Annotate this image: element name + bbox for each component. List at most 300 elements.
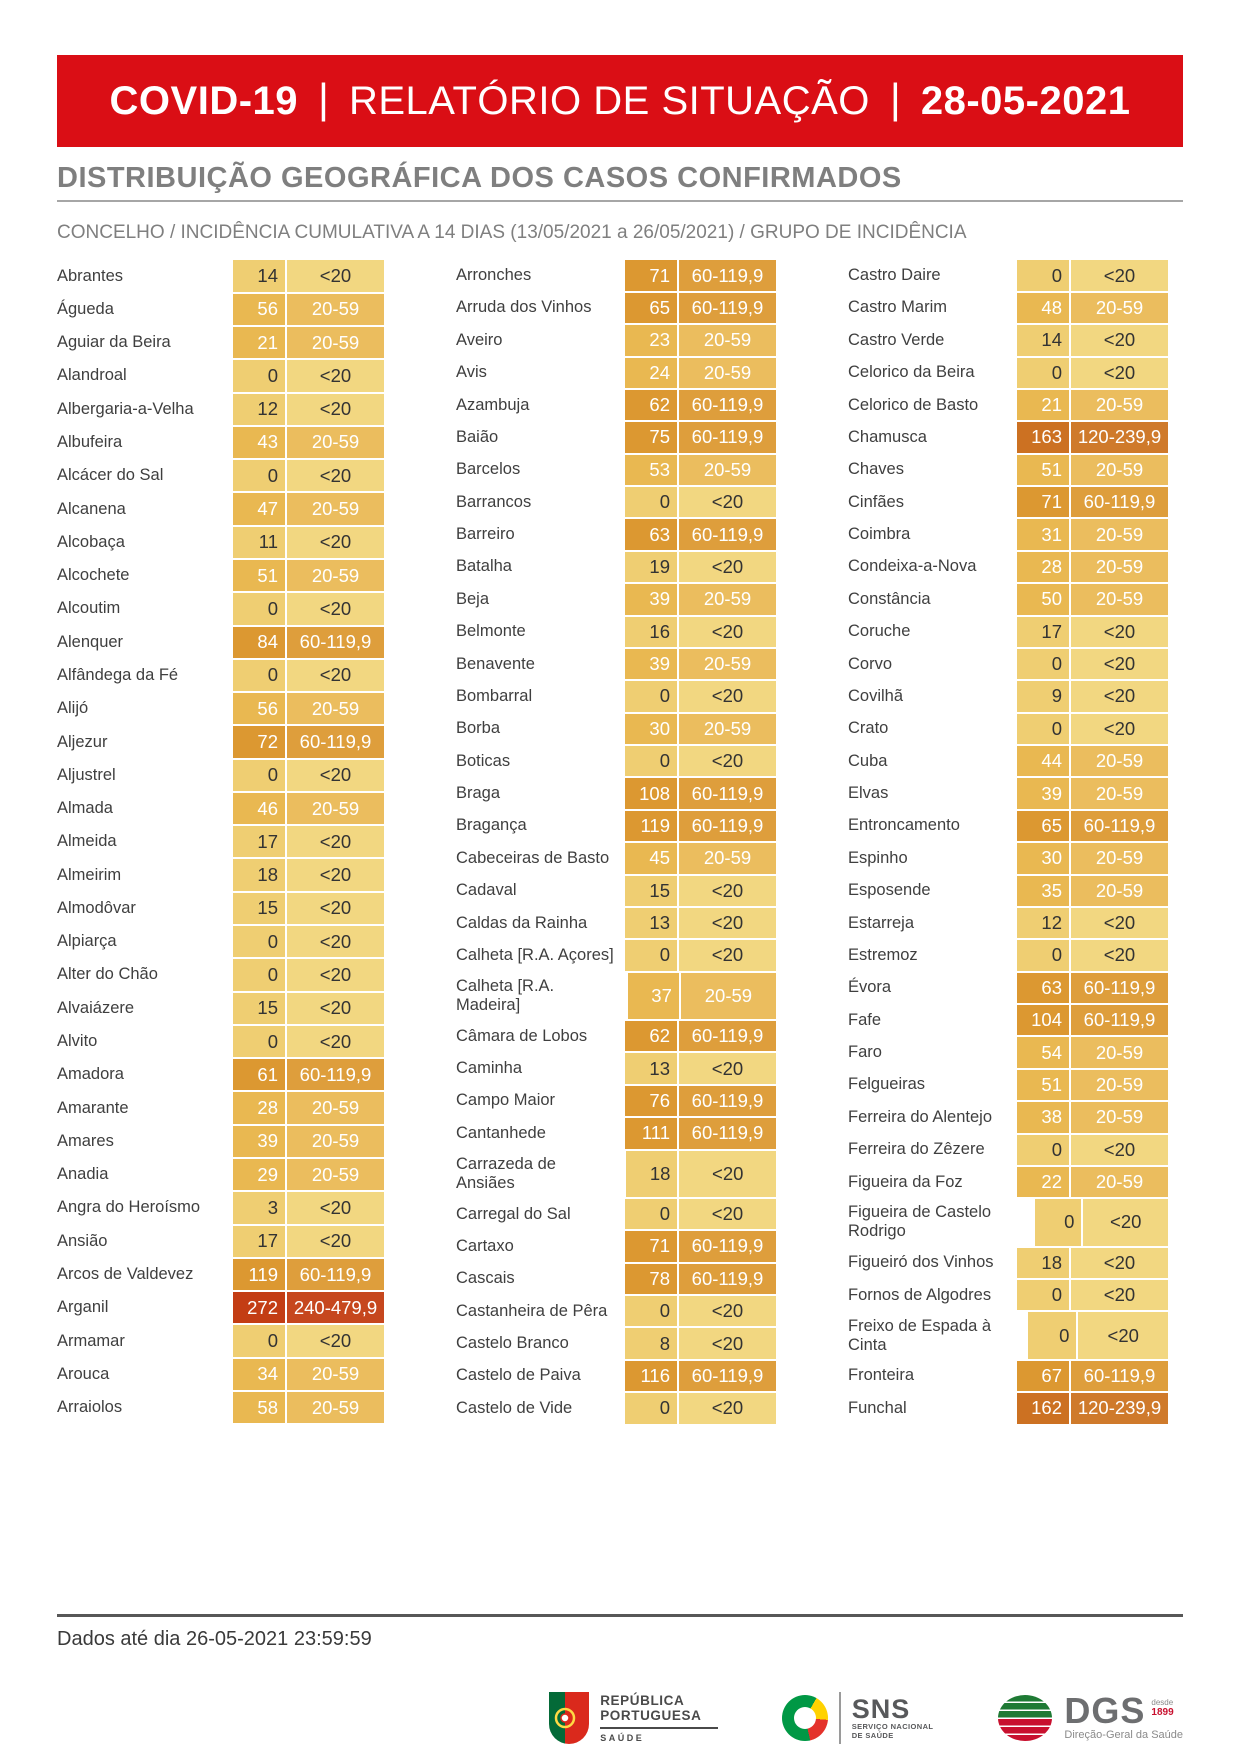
- incidence-group: <20: [679, 1296, 776, 1326]
- table-row: [848, 973, 1168, 1003]
- incidence-value: 48: [1017, 293, 1069, 323]
- municipality-name: Alvaiázere: [57, 998, 135, 1017]
- table-row: [57, 1092, 384, 1123]
- data-cutoff-note: Dados até dia 26-05-2021 23:59:59: [57, 1628, 372, 1651]
- table-column-1: [57, 260, 384, 1423]
- municipality-name: Aguiar da Beira: [57, 333, 171, 352]
- incidence-group: 60-119,9: [679, 1086, 776, 1116]
- sns-logo: [782, 1692, 933, 1744]
- incidence-value: 0: [1017, 358, 1069, 388]
- incidence-group: <20: [1071, 325, 1168, 355]
- municipality-name: Bragança: [456, 816, 527, 835]
- table-row: [456, 617, 776, 647]
- table-row: [848, 1248, 1168, 1278]
- incidence-value: 24: [625, 358, 677, 388]
- table-row: [456, 843, 776, 873]
- municipality-name: Estremoz: [848, 945, 918, 964]
- incidence-group: <20: [287, 360, 384, 391]
- incidence-value: 34: [233, 1359, 285, 1390]
- table-row: [848, 908, 1168, 938]
- incidence-group: 60-119,9: [679, 1264, 776, 1294]
- table-row: [57, 560, 384, 591]
- incidence-group: <20: [287, 760, 384, 791]
- incidence-value: 38: [1017, 1102, 1069, 1132]
- incidence-group: <20: [287, 260, 384, 291]
- table-row: [848, 325, 1168, 355]
- incidence-value: 0: [1035, 1199, 1081, 1245]
- incidence-value: 31: [1017, 519, 1069, 549]
- municipality-name: Alijó: [57, 699, 89, 718]
- table-row: [848, 843, 1168, 873]
- dgs-title: DGS: [1064, 1690, 1146, 1732]
- incidence-group: <20: [1071, 681, 1168, 711]
- dgs-subtitle: Direção-Geral da Saúde: [1064, 1729, 1183, 1742]
- municipality-name: Alpiarça: [57, 932, 117, 951]
- municipality-name: Chaves: [848, 460, 904, 479]
- incidence-value: 3: [233, 1192, 285, 1223]
- table-row: [848, 487, 1168, 517]
- incidence-group: 60-119,9: [679, 1021, 776, 1051]
- incidence-group: <20: [679, 940, 776, 970]
- table-row: [456, 811, 776, 841]
- incidence-value: 163: [1017, 422, 1069, 452]
- page-title: DISTRIBUIÇÃO GEOGRÁFICA DOS CASOS CONFIRMADOS: [57, 160, 1183, 202]
- municipality-name: Castro Verde: [848, 330, 945, 349]
- incidence-value: 11: [233, 527, 285, 558]
- incidence-value: 8: [625, 1328, 677, 1358]
- municipality-name: Braga: [456, 784, 501, 803]
- incidence-value: 71: [1017, 487, 1069, 517]
- banner-separator: |: [318, 75, 329, 122]
- municipality-name: Espinho: [848, 848, 908, 867]
- incidence-value: 0: [233, 959, 285, 990]
- incidence-value: 17: [233, 826, 285, 857]
- table-row: [848, 1037, 1168, 1067]
- incidence-value: 9: [1017, 681, 1069, 711]
- incidence-group: 60-119,9: [679, 1118, 776, 1148]
- table-row: [848, 1361, 1168, 1391]
- municipality-name: Alter do Chão: [57, 965, 158, 984]
- municipality-name: Cartaxo: [456, 1236, 514, 1255]
- incidence-value: 30: [625, 714, 677, 744]
- municipality-name: Castro Marim: [848, 298, 948, 317]
- table-row: [57, 893, 384, 924]
- incidence-value: 0: [233, 760, 285, 791]
- incidence-value: 39: [625, 649, 677, 679]
- table-row: [456, 519, 776, 549]
- table-row: [848, 455, 1168, 485]
- incidence-group: 20-59: [1071, 1037, 1168, 1067]
- municipality-incidence-table: [57, 260, 1183, 1423]
- incidence-group: 20-59: [287, 1392, 384, 1423]
- incidence-group: 60-119,9: [287, 627, 384, 658]
- incidence-value: 71: [625, 260, 677, 290]
- table-row: [456, 1231, 776, 1261]
- incidence-value: 72: [233, 726, 285, 757]
- table-row: [57, 1325, 384, 1356]
- incidence-value: 54: [1017, 1037, 1069, 1067]
- municipality-name: Alcoutim: [57, 599, 121, 618]
- republica-rule: [600, 1727, 718, 1729]
- incidence-group: <20: [1078, 1312, 1168, 1358]
- incidence-group: <20: [1071, 649, 1168, 679]
- table-row: [57, 1026, 384, 1057]
- table-row: [848, 876, 1168, 906]
- table-row: [848, 681, 1168, 711]
- dgs-globe-icon: [997, 1694, 1053, 1742]
- municipality-name: Covilhã: [848, 686, 904, 705]
- municipality-name: Condeixa-a-Nova: [848, 557, 977, 576]
- incidence-value: 17: [1017, 617, 1069, 647]
- incidence-value: 0: [1017, 940, 1069, 970]
- municipality-name: Barreiro: [456, 525, 515, 544]
- incidence-value: 19: [625, 552, 677, 582]
- municipality-name: Felgueiras: [848, 1075, 926, 1094]
- incidence-value: 37: [628, 973, 679, 1019]
- incidence-group: <20: [1071, 260, 1168, 290]
- table-row: [848, 746, 1168, 776]
- municipality-name: Celorico de Basto: [848, 395, 979, 414]
- incidence-group: 20-59: [1071, 293, 1168, 323]
- incidence-group: <20: [679, 1199, 776, 1229]
- municipality-name: Coimbra: [848, 525, 911, 544]
- report-banner: [57, 55, 1183, 147]
- table-row: [456, 1328, 776, 1358]
- incidence-value: 15: [625, 876, 677, 906]
- incidence-group: 60-119,9: [679, 811, 776, 841]
- table-row: [848, 293, 1168, 323]
- table-row: [848, 1005, 1168, 1035]
- incidence-group: <20: [679, 908, 776, 938]
- incidence-group: 20-59: [1071, 843, 1168, 873]
- table-row: [456, 1021, 776, 1051]
- municipality-name: Almeida: [57, 832, 117, 851]
- incidence-group: <20: [679, 617, 776, 647]
- municipality-name: Amarante: [57, 1098, 129, 1117]
- municipality-name: Alcanena: [57, 499, 126, 518]
- municipality-name: Calheta [R.A. Madeira]: [456, 976, 555, 1014]
- incidence-group: 20-59: [1071, 455, 1168, 485]
- municipality-name: Arronches: [456, 266, 532, 285]
- table-row: [57, 1259, 384, 1290]
- table-row: [848, 1167, 1168, 1197]
- table-row: [848, 1070, 1168, 1100]
- incidence-value: 14: [1017, 325, 1069, 355]
- municipality-name: Baião: [456, 427, 499, 446]
- incidence-value: 61: [233, 1059, 285, 1090]
- incidence-group: <20: [287, 859, 384, 890]
- table-row: [57, 294, 384, 325]
- municipality-name: Águeda: [57, 299, 114, 318]
- incidence-value: 28: [233, 1092, 285, 1123]
- municipality-name: Azambuja: [456, 395, 530, 414]
- incidence-group: 60-119,9: [679, 293, 776, 323]
- incidence-group: <20: [679, 876, 776, 906]
- incidence-value: 0: [625, 1296, 677, 1326]
- incidence-group: 20-59: [287, 1092, 384, 1123]
- incidence-value: 104: [1017, 1005, 1069, 1035]
- table-row: [57, 826, 384, 857]
- incidence-group: <20: [287, 1226, 384, 1257]
- table-row: [456, 649, 776, 679]
- municipality-name: Estarreja: [848, 913, 915, 932]
- municipality-name: Cadaval: [456, 881, 517, 900]
- incidence-value: 56: [233, 294, 285, 325]
- table-row: [57, 460, 384, 491]
- municipality-name: Aljezur: [57, 732, 108, 751]
- municipality-name: Corvo: [848, 654, 893, 673]
- dgs-logo: [997, 1690, 1183, 1742]
- municipality-name: Fronteira: [848, 1366, 915, 1385]
- incidence-value: 47: [233, 493, 285, 524]
- incidence-value: 18: [1017, 1248, 1069, 1278]
- municipality-name: Aveiro: [456, 330, 503, 349]
- incidence-value: 0: [1017, 714, 1069, 744]
- incidence-value: 51: [1017, 455, 1069, 485]
- incidence-group: 20-59: [1071, 519, 1168, 549]
- table-row: [848, 1199, 1168, 1245]
- table-row: [57, 693, 384, 724]
- incidence-group: <20: [287, 460, 384, 491]
- municipality-name: Almeirim: [57, 865, 122, 884]
- table-row: [456, 455, 776, 485]
- table-row: [456, 876, 776, 906]
- table-row: [57, 527, 384, 558]
- incidence-group: <20: [679, 1151, 776, 1197]
- incidence-group: 60-119,9: [1071, 1361, 1168, 1391]
- incidence-value: 14: [233, 260, 285, 291]
- incidence-value: 53: [625, 455, 677, 485]
- table-row: [57, 327, 384, 358]
- incidence-value: 51: [233, 560, 285, 591]
- municipality-name: Beja: [456, 589, 490, 608]
- incidence-group: <20: [287, 893, 384, 924]
- dgs-since-year: 1899: [1151, 1707, 1174, 1719]
- municipality-name: Cascais: [456, 1269, 515, 1288]
- incidence-value: 0: [233, 1325, 285, 1356]
- incidence-value: 0: [1017, 1135, 1069, 1165]
- banner-report-title: RELATÓRIO DE SITUAÇÃO: [348, 78, 870, 123]
- portugal-flag-icon: [549, 1692, 589, 1744]
- incidence-value: 39: [625, 584, 677, 614]
- incidence-value: 0: [233, 1026, 285, 1057]
- incidence-group: 20-59: [287, 327, 384, 358]
- incidence-group: 20-59: [679, 455, 776, 485]
- incidence-value: 0: [625, 487, 677, 517]
- table-row: [456, 746, 776, 776]
- incidence-group: 60-119,9: [287, 726, 384, 757]
- incidence-group: <20: [287, 394, 384, 425]
- incidence-value: 43: [233, 427, 285, 458]
- incidence-value: 44: [1017, 746, 1069, 776]
- incidence-value: 56: [233, 693, 285, 724]
- table-row: [848, 649, 1168, 679]
- municipality-name: Figueira de Castelo Rodrigo: [848, 1203, 992, 1241]
- table-row: [57, 427, 384, 458]
- incidence-value: 22: [1017, 1167, 1069, 1197]
- table-row: [456, 487, 776, 517]
- sns-subtitle-line2: DE SAÚDE: [851, 1731, 894, 1741]
- municipality-name: Arruda dos Vinhos: [456, 298, 592, 317]
- incidence-group: 20-59: [287, 1359, 384, 1390]
- republica-line2: PORTUGUESA: [600, 1708, 702, 1724]
- municipality-name: Barrancos: [456, 492, 532, 511]
- incidence-value: 119: [625, 811, 677, 841]
- incidence-value: 0: [233, 360, 285, 391]
- incidence-value: 75: [625, 422, 677, 452]
- municipality-name: Albufeira: [57, 432, 123, 451]
- table-row: [456, 1118, 776, 1148]
- table-row: [57, 959, 384, 990]
- municipality-name: Armamar: [57, 1331, 125, 1350]
- republica-portuguesa-logo: [549, 1692, 718, 1744]
- table-row: [456, 973, 776, 1019]
- incidence-value: 162: [1017, 1393, 1069, 1423]
- incidence-group: 20-59: [287, 294, 384, 325]
- incidence-group: 60-119,9: [679, 390, 776, 420]
- incidence-value: 29: [233, 1159, 285, 1190]
- republica-saude-label: SAÚDE: [600, 1733, 645, 1744]
- incidence-value: 18: [626, 1151, 678, 1197]
- banner-separator: |: [889, 75, 901, 122]
- incidence-group: 120-239,9: [1071, 422, 1168, 452]
- incidence-group: 20-59: [287, 1126, 384, 1157]
- municipality-name: Bombarral: [456, 686, 533, 705]
- table-column-3: [848, 260, 1168, 1423]
- footer-logos: [57, 1678, 1183, 1758]
- incidence-group: 20-59: [287, 793, 384, 824]
- table-row: [57, 1159, 384, 1190]
- incidence-group: 20-59: [1071, 746, 1168, 776]
- table-row: [57, 926, 384, 957]
- incidence-group: <20: [287, 1192, 384, 1223]
- incidence-value: 16: [625, 617, 677, 647]
- incidence-value: 111: [625, 1118, 677, 1148]
- municipality-name: Figueira da Foz: [848, 1172, 963, 1191]
- municipality-name: Faro: [848, 1043, 882, 1062]
- table-row: [456, 714, 776, 744]
- municipality-name: Ferreira do Alentejo: [848, 1107, 992, 1126]
- incidence-group: <20: [1083, 1199, 1168, 1245]
- incidence-value: 12: [233, 394, 285, 425]
- sns-subtitle-line1: SERVIÇO NACIONAL: [851, 1722, 934, 1732]
- incidence-group: <20: [679, 552, 776, 582]
- municipality-name: Carrazeda de Ansiães: [456, 1154, 556, 1192]
- table-row: [456, 1086, 776, 1116]
- municipality-name: Campo Maior: [456, 1091, 556, 1110]
- municipality-name: Alfândega da Fé: [57, 665, 179, 684]
- incidence-value: 45: [625, 843, 677, 873]
- incidence-group: 60-119,9: [679, 519, 776, 549]
- incidence-group: 20-59: [1071, 778, 1168, 808]
- table-row: [848, 390, 1168, 420]
- municipality-name: Arraiolos: [57, 1398, 123, 1417]
- incidence-group: 20-59: [679, 649, 776, 679]
- incidence-value: 0: [233, 926, 285, 957]
- municipality-name: Castanheira de Pêra: [456, 1301, 608, 1320]
- incidence-value: 39: [233, 1126, 285, 1157]
- incidence-group: <20: [1071, 714, 1168, 744]
- incidence-group: 60-119,9: [287, 1259, 384, 1290]
- incidence-group: 20-59: [679, 714, 776, 744]
- municipality-name: Castro Daire: [848, 266, 941, 285]
- incidence-group: <20: [1071, 1135, 1168, 1165]
- municipality-name: Cabeceiras de Basto: [456, 848, 610, 867]
- incidence-value: 0: [1017, 1280, 1069, 1310]
- incidence-group: <20: [287, 959, 384, 990]
- table-row: [848, 1102, 1168, 1132]
- municipality-name: Alvito: [57, 1032, 98, 1051]
- table-row: [57, 793, 384, 824]
- republica-line1: REPÚBLICA: [600, 1693, 685, 1709]
- incidence-value: 116: [625, 1361, 677, 1391]
- table-row: [456, 908, 776, 938]
- incidence-value: 0: [625, 1393, 677, 1423]
- incidence-group: 60-119,9: [1071, 1005, 1168, 1035]
- incidence-group: <20: [287, 826, 384, 857]
- dgs-since-word: desde: [1151, 1698, 1174, 1708]
- table-row: [57, 1292, 384, 1323]
- incidence-value: 12: [1017, 908, 1069, 938]
- table-row: [57, 627, 384, 658]
- municipality-name: Ansião: [57, 1231, 108, 1250]
- municipality-name: Elvas: [848, 784, 889, 803]
- incidence-group: 20-59: [1071, 390, 1168, 420]
- incidence-value: 23: [625, 325, 677, 355]
- municipality-name: Carregal do Sal: [456, 1204, 571, 1223]
- incidence-group: 60-119,9: [1071, 973, 1168, 1003]
- table-row: [57, 993, 384, 1024]
- municipality-name: Almada: [57, 799, 113, 818]
- incidence-value: 108: [625, 778, 677, 808]
- table-row: [848, 1393, 1168, 1423]
- incidence-group: 60-119,9: [679, 778, 776, 808]
- table-row: [848, 778, 1168, 808]
- incidence-value: 15: [233, 893, 285, 924]
- footer-divider: [57, 1614, 1183, 1617]
- municipality-name: Almodôvar: [57, 898, 136, 917]
- incidence-group: 20-59: [287, 427, 384, 458]
- table-row: [456, 1361, 776, 1391]
- table-row: [57, 1126, 384, 1157]
- municipality-name: Amadora: [57, 1065, 124, 1084]
- incidence-value: 63: [625, 519, 677, 549]
- table-row: [848, 1312, 1168, 1358]
- municipality-name: Arcos de Valdevez: [57, 1265, 194, 1283]
- table-row: [57, 660, 384, 691]
- municipality-name: Câmara de Lobos: [456, 1026, 588, 1045]
- incidence-group: 20-59: [1071, 876, 1168, 906]
- municipality-name: Entroncamento: [848, 816, 960, 835]
- table-row: [848, 584, 1168, 614]
- municipality-name: Aljustrel: [57, 765, 116, 784]
- incidence-group: 20-59: [1071, 584, 1168, 614]
- incidence-group: 20-59: [287, 493, 384, 524]
- municipality-name: Benavente: [456, 654, 535, 673]
- table-row: [57, 1359, 384, 1390]
- municipality-name: Abrantes: [57, 266, 124, 285]
- municipality-name: Amares: [57, 1131, 114, 1150]
- incidence-value: 65: [625, 293, 677, 323]
- incidence-value: 0: [1017, 260, 1069, 290]
- incidence-group: <20: [1071, 1280, 1168, 1310]
- incidence-value: 13: [625, 1053, 677, 1083]
- incidence-group: <20: [287, 1325, 384, 1356]
- incidence-group: <20: [287, 993, 384, 1024]
- incidence-value: 30: [1017, 843, 1069, 873]
- table-row: [456, 1264, 776, 1294]
- municipality-name: Castelo de Paiva: [456, 1366, 581, 1385]
